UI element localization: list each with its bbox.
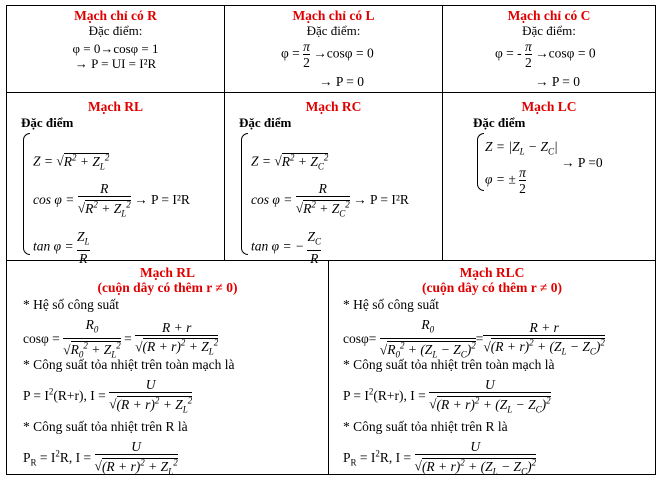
cell-title: Mạch chỉ có C [507,8,591,23]
cell-rl [7,93,225,266]
feature-label: Đặc điểm [473,115,526,130]
formula-line: → P = 0 [535,74,580,89]
formula-line: → P = UI = I²R [74,56,157,71]
formula-table [6,5,656,475]
power-formula: $P = I^2(R+r)$, I = $\frac{U}{√(R + r)^2 + Z_L^2}$ [23,377,192,417]
cos-formula: cos φ = $\frac{R}{√R^2 + Z_C^2}$ → P = I²R [251,181,409,221]
heading-total-power: * Công suất tỏa nhiệt trên toàn mạch là [343,357,555,372]
cell-title: Mạch LC [521,99,577,114]
cell-rl-with-r [7,261,329,477]
cell-subtitle: (cuộn dây có thêm r ≠ 0) [422,280,562,295]
cell-title: Mạch RL [87,99,144,114]
cell-title: Mạch chỉ có R [74,8,157,23]
brace [477,133,484,191]
formula-line: φ = 0→cosφ = 1 [72,41,159,56]
brace [23,133,30,255]
feature-label: Đặc điểm: [522,23,576,38]
cell-title: Mạch RL [139,265,196,280]
phi-formula: φ = $\frac{\pi}{2}$ →cosφ = 0 [281,39,374,70]
cell-l-only [225,6,443,93]
cos-formula: cosφ = $\frac{R_0}{√R_0^2 + Z_L^2}$ = $\frac{R + r}{√(R + r)^2 + Z_L^2}$ [23,317,218,363]
heading-r-power: * Công suất tỏa nhiệt trên R là [23,419,188,434]
cell-c-only [443,6,655,93]
phi-formula: φ = ± $\frac{\pi}{2}$ [485,165,526,196]
cell-r-only [7,6,225,93]
cell-rc [225,93,443,266]
heading-r-power: * Công suất tỏa nhiệt trên R là [343,419,508,434]
formula-line: → P = 0 [319,74,364,89]
cos-formula: cosφ= $\frac{R_0}{√R_0^2 + (Z_L - Z_C)^2}$ = $\frac{R + r}{√(R + r)^2 + (Z_L - Z_C)^2}$ [343,317,605,363]
z-formula: $Z = |Z_L - Z_C|$ [485,139,558,157]
feature-label: Đặc điểm [21,115,74,130]
pr-formula: $P_R = I^2R$, I = $\frac{U}{√(R + r)^2 + Z_L^2}$ [23,439,178,479]
feature-label: Đặc điểm: [306,23,361,38]
cell-title: Mạch RLC [459,265,525,280]
cell-lc [443,93,655,261]
brace [241,133,248,255]
tan-formula: tan φ = − $\frac{Z_C}{R}$ [251,229,321,266]
cell-subtitle: (cuộn dây có thêm r ≠ 0) [97,280,238,295]
heading-power-factor: * Hệ số công suất [23,297,119,312]
feature-label: Đặc điểm [239,115,292,130]
phi-formula: φ = - $\frac{\pi}{2}$ →cosφ = 0 [495,39,596,70]
cell-rlc-with-r [329,261,655,477]
tan-formula: tan φ = $\frac{Z_L}{R}$ [33,229,90,266]
heading-total-power: * Công suất tỏa nhiệt trên toàn mạch là [23,357,235,372]
cell-title: Mạch chỉ có L [292,8,375,23]
power-result: → P =0 [561,155,603,170]
power-formula: $P = I^2(R+r)$, I = $\frac{U}{√(R + r)^2 + (Z_L - Z_C)^2}$ [343,377,551,417]
cos-formula: cos φ = $\frac{R}{√R^2 + Z_L^2}$ → P = I²R [33,181,190,221]
z-formula: $Z = √R^2 + Z_L^2$ [33,152,110,172]
feature-label: Đặc điểm: [88,23,143,38]
cell-title: Mạch RC [305,99,362,114]
pr-formula: $P_R = I^2R$, I = $\frac{U}{√(R + r)^2 + (Z_L - Z_C)^2}$ [343,439,536,479]
heading-power-factor: * Hệ số công suất [343,297,439,312]
z-formula: $Z = √R^2 + Z_C^2$ [251,152,329,172]
